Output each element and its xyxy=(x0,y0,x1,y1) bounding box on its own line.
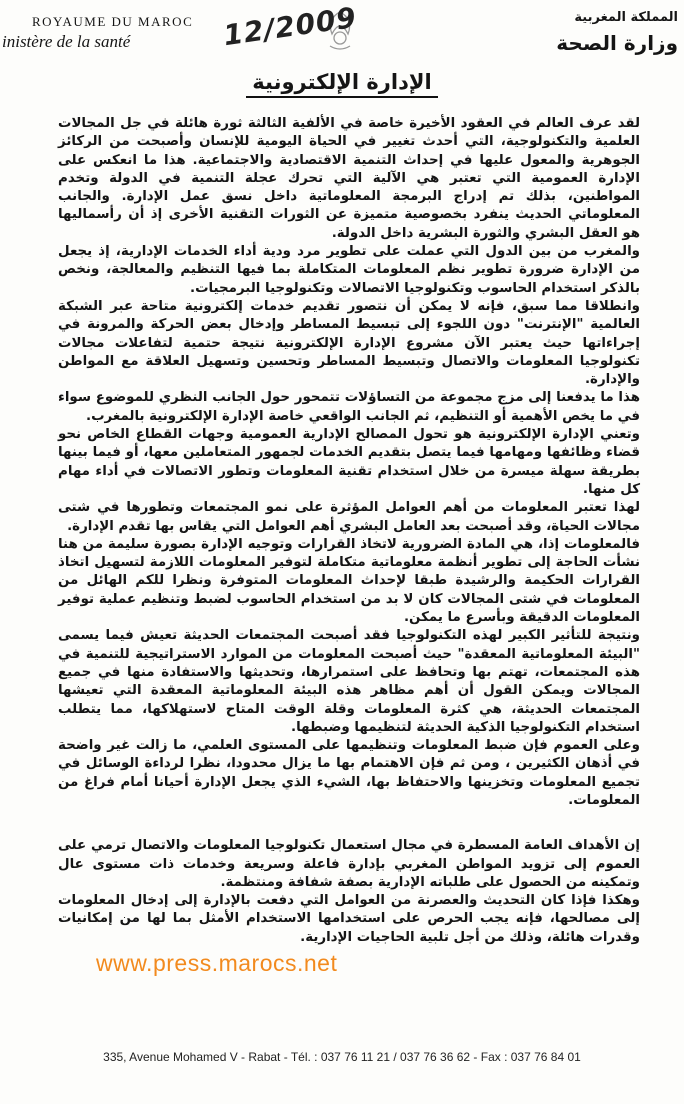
document-body xyxy=(58,115,640,947)
paragraph: لهذا تعتبر المعلومات من أهم العوامل المؤثرة على نمو المجتمعات وتطورها في شتى مجالات الحياة، وقد أصبحت بعد العامل البشري أهم العوامل التي يقاس بها تقدم الإدارة. xyxy=(58,500,640,534)
letterhead-arabic xyxy=(478,10,678,55)
kingdom-name-fr: ROYAUME DU MAROC xyxy=(32,14,194,29)
paragraph: وعلى العموم فإن ضبط المعلومات وتنظيمها على المستوى العلمي، ما زالت غير واضحة في أذهان الكثيرين ، ومن ثم فإن الاهتمام بها ما يزال محدودا، نظرا لرداءة الوسائل في تجميع المعلومات وتخزينها والاحتفاظ بها، الشيء الذي يجعل الإدارة أحيانا أمام فراغ من المعلومات. xyxy=(58,738,640,808)
watermark-url: www.press.marocs.net xyxy=(96,950,338,976)
paragraph: فالمعلومات إذا، هي المادة الضرورية لاتخاذ القرارات وتوجيه الإدارة بصورة سليمة من هنا نشأت الحاجة إلى تطوير أنظمة معلوماتية متكاملة لتوفير المعلومات اللازمة لتسهيل اتخاذ القرارات الحكيمة والرشيدة طبقا لإحداث المعلومات المتوفرة ونظرا للكم الهائل من المعلومات في شتى المجالات كان لا بد من استخدام الحاسوب لضبط وتنظيم عملية توفير المعلومات الدقيقة وبأسرع ما يمكن. xyxy=(58,536,640,626)
paragraph: وانطلاقا مما سبق، فإنه لا يمكن أن نتصور تقديم خدمات إلكترونية متاحة عبر الشبكة العالمية "الإنترنت" دون اللجوء إلى تبسيط المساطر وإدخال بعض الحركة والمرونة في إجراءاتها حيث يعتبر الآن مشروع الإدارة الإلكترونية نتيجة حتمية لتفاعلات مجالات تكنولوجيا المعلومات والاتصال وتبسيط المساطر وتحسين وتسهيل العلاقة مع المواطن والإدارة. xyxy=(58,298,640,388)
handwritten-date-note: 12/2009 xyxy=(221,0,359,53)
paragraph: إن الأهداف العامة المسطرة في مجال استعمال تكنولوجيا المعلومات والاتصال ترمي على العموم إلى تزويد المواطن المغربي بإدارة فاعلة وسريعة وخدمات ذات مستوى عال وتمكينه من الحصول على طلباته الإدارية بصفة شفافة ومنتظمة. xyxy=(58,838,640,890)
document-title: الإدارة الإلكترونية xyxy=(246,70,437,98)
ministry-name-ar: وزارة الصحة xyxy=(556,31,678,55)
letterhead-french xyxy=(0,14,235,52)
paragraph: والمغرب من بين الدول التي عملت على تطوير مرد ودية أداء الخدمات الإدارية، إذ يجعل من الإدارة ضرورة تطوير نظم المعلومات المتكاملة بما فيها التنظيم والمعالجة، ونخص بالذكر استخدام الحاسوب وتكنولوجيا الاتصالات وتكنولوجيا البرمجيات. xyxy=(58,244,640,296)
document-title-wrap xyxy=(0,70,684,98)
footer-address: 335, Avenue Mohamed V - Rabat - Tél. : 037 76 11 21 / 037 76 36 62 - Fax : 037 76 84 01 xyxy=(103,1050,581,1064)
paragraph: هذا ما يدفعنا إلى مزج مجموعة من التساؤلات تتمحور حول الجانب النظري للموضوع سواء في ما يخص الأهمية أو التنظيم، ثم الجانب الواقعي خاصة الإدارة الإلكترونية بالمغرب. xyxy=(58,390,640,424)
paragraph: وتعني الإدارة الإلكترونية هو تحول المصالح الإدارية العمومية وجهات القطاع الخاص نحو قضاء وظائفها ومهامها فيما يتصل بتقديم الخدمات لجمهور المتعاملين معها، أو فيما بينها بطريقة سهلة ميسرة من خلال استخدام تقنية المعلومات وتطور الاتصالات في أداء مهام كل منها. xyxy=(58,427,640,497)
kingdom-name-ar: المملكة المغربية xyxy=(574,10,678,25)
paragraph: وهكذا فإذا كان التحديث والعصرنة من العوامل التي دفعت بالإدارة إلى إدخال المعلومات إلى مصالحها، فإنه يجب الحرص على استخدامها الاستخدام الأمثل بما لها من إمكانيات وقدرات هائلة، وذلك من أجل تلبية الحاجيات الإدارية. xyxy=(58,893,640,945)
paragraph: لقد عرف العالم في العقود الأخيرة خاصة في الألفية الثالثة ثورة هائلة في جل المجالات العلمية والتكنولوجية، التي أحدث تغيير في الحياة اليومية للإنسان وأصبحت من الركائز الجوهرية والمعول عليها في إحداث التنمية الاقتصادية والاجتماعية. هذا ما انعكس على الإدارة العمومية التي تعتبر هي الآلية التي تحرك عجلة التنمية في الدولة وتخدم المواطنين، بذلك تم إدراج البرمجة المعلوماتية داخل نسق عمل الإدارة. والجانب المعلوماتي الحديث ينفرد بخصوصية متميزة عن الثورات التقنية الأخرى إذ أن رأسماليها هو العقل البشري والثورة البشرية داخل الدولة. xyxy=(58,116,640,241)
ministry-name-fr: inistère de la santé xyxy=(2,32,131,51)
paragraph: ونتيجة للتأثير الكبير لهذه التكنولوجيا فقد أصبحت المجتمعات الحديثة تعيش فيما يسمى "البيئة المعلوماتية المعقدة" حيث أصبحت المعلومات من الموارد الاستراتيجية للتنمية في هذه المجتمعات، تهتم بها وتحافظ على استمرارها، وتحديثها والاستفادة منها في جميع المجالات ويمكن القول أن أهم مظاهر هذه البيئة المعلوماتية المعقدة التي تعيشها المجتمعات الحديثة، هي كثرة المعلومات وقلة الوقت المتاح لاستهلاكها، مما يتطلب استخدام التكنولوجيا الذكية الحديثة لتنظيمها وضبطها. xyxy=(58,628,640,735)
